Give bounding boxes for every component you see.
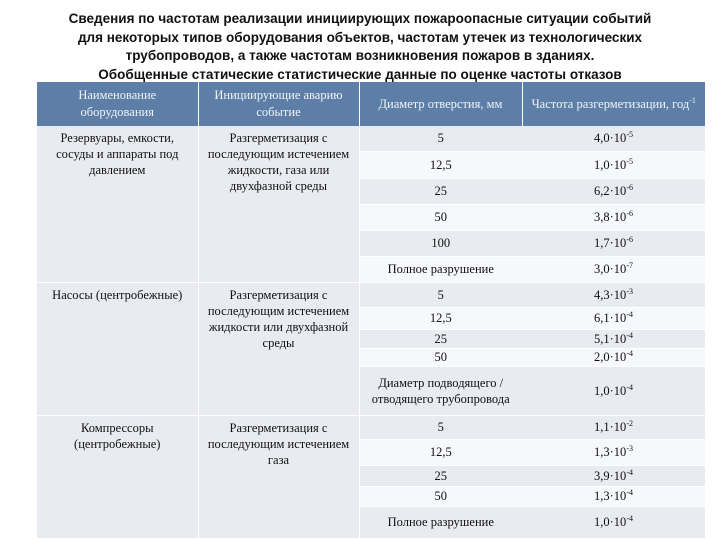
failure-frequency-table: [37, 82, 705, 539]
diameter-cell: 25: [359, 465, 522, 486]
frequency-cell: [522, 126, 705, 151]
multiply-sign: ·10: [609, 468, 627, 483]
frequency-cell: [522, 465, 705, 486]
frequency-mantissa: 3,9: [594, 468, 610, 483]
header-initiating-event: Инициирующие аварию событие: [198, 82, 359, 126]
title-line: для некоторых типов оборудования объектов, частотам утечек из технологических: [77, 29, 643, 45]
title-line: трубопроводов, а также частотам возникновения пожаров в зданиях.: [125, 48, 595, 63]
multiply-sign: ·10: [609, 489, 627, 503]
frequency-exponent: -4: [626, 467, 633, 477]
diameter-cell: 5: [359, 282, 522, 307]
multiply-sign: ·10: [609, 445, 627, 459]
frequency-mantissa: 3,8: [594, 210, 610, 224]
frequency-mantissa: 4,0: [594, 131, 610, 146]
diameter-cell: 50: [359, 348, 522, 366]
frequency-cell: [522, 329, 705, 348]
frequency-mantissa: 6,2: [594, 184, 610, 198]
multiply-sign: ·10: [609, 331, 627, 346]
table-row: [37, 415, 705, 439]
frequency-mantissa: 6,1: [594, 311, 610, 325]
frequency-mantissa: 3,0: [594, 262, 610, 276]
header-equipment: Наименование оборудования: [37, 82, 198, 126]
multiply-sign: ·10: [609, 210, 627, 224]
multiply-sign: ·10: [609, 311, 627, 325]
frequency-exponent: -6: [626, 234, 633, 244]
diameter-cell: 25: [359, 329, 522, 348]
table-row: [37, 126, 705, 151]
frequency-exponent: -5: [626, 156, 633, 166]
frequency-cell: [522, 151, 705, 178]
multiply-sign: ·10: [609, 350, 627, 364]
frequency-mantissa: 1,3: [594, 445, 610, 459]
header-frequency-exponent: -1: [689, 95, 696, 105]
frequency-exponent: -3: [626, 443, 633, 453]
frequency-exponent: -7: [626, 260, 633, 270]
frequency-exponent: -4: [626, 487, 633, 497]
diameter-cell: 12,5: [359, 307, 522, 329]
frequency-cell: [522, 439, 705, 465]
frequency-cell: [522, 506, 705, 538]
multiply-sign: ·10: [609, 515, 627, 529]
diameter-cell: Полное разрушение: [359, 256, 522, 282]
diameter-cell: 12,5: [359, 439, 522, 465]
frequency-exponent: -4: [626, 330, 633, 340]
diameter-cell: 5: [359, 415, 522, 439]
frequency-cell: [522, 415, 705, 439]
frequency-mantissa: 1,3: [594, 489, 610, 503]
frequency-cell: [522, 230, 705, 256]
frequency-cell: [522, 366, 705, 415]
equipment-cell: Резервуары, емкости, сосуды и аппараты под давлением: [37, 126, 198, 282]
frequency-cell: [522, 178, 705, 204]
header-frequency-label: Частота разгерметизации, год: [531, 96, 690, 111]
diameter-cell: Диаметр подводящего / отводящего трубопровода: [359, 366, 522, 415]
frequency-mantissa: 1,0: [594, 515, 610, 529]
initiating-event-cell: Разгерметизация с последующим истечением жидкости или двухфазной среды: [198, 282, 359, 415]
frequency-cell: [522, 348, 705, 366]
diameter-cell: Полное разрушение: [359, 506, 522, 538]
initiating-event-cell: Разгерметизация с последующим истечением жидкости, газа или двухфазной среды: [198, 126, 359, 282]
multiply-sign: ·10: [609, 287, 627, 302]
frequency-mantissa: 1,1: [594, 420, 610, 434]
diameter-cell: 50: [359, 204, 522, 230]
multiply-sign: ·10: [609, 131, 627, 146]
frequency-exponent: -6: [626, 182, 633, 192]
diameter-cell: 12,5: [359, 151, 522, 178]
multiply-sign: ·10: [609, 184, 627, 198]
title-line: Обобщенные статические статистические данные по оценке частоты отказов: [98, 66, 622, 82]
frequency-cell: [522, 307, 705, 329]
multiply-sign: ·10: [609, 236, 627, 250]
frequency-mantissa: 1,0: [594, 383, 610, 398]
frequency-cell: [522, 204, 705, 230]
equipment-cell: Насосы (центробежные): [37, 282, 198, 415]
multiply-sign: ·10: [609, 157, 627, 172]
frequency-mantissa: 1,7: [594, 236, 610, 250]
frequency-cell: [522, 486, 705, 506]
initiating-event-cell: Разгерметизация с последующим истечением газа: [198, 415, 359, 538]
frequency-exponent: -4: [626, 348, 633, 358]
equipment-cell: Компрессоры (центробежные): [37, 415, 198, 538]
frequency-exponent: -6: [626, 208, 633, 218]
table-header-row: [37, 82, 705, 126]
frequency-exponent: -5: [626, 130, 633, 140]
multiply-sign: ·10: [609, 420, 627, 434]
diameter-cell: 5: [359, 126, 522, 151]
frequency-exponent: -4: [626, 513, 633, 523]
frequency-mantissa: 1,0: [594, 157, 610, 172]
diameter-cell: 100: [359, 230, 522, 256]
header-hole-diameter: Диаметр отверстия, мм: [359, 82, 522, 126]
table-row: [37, 282, 705, 307]
frequency-mantissa: 5,1: [594, 331, 610, 346]
frequency-cell: [522, 256, 705, 282]
multiply-sign: ·10: [609, 262, 627, 276]
frequency-mantissa: 4,3: [594, 287, 610, 302]
frequency-exponent: -2: [626, 418, 633, 428]
diameter-cell: 50: [359, 486, 522, 506]
title-line: Сведения по частотам реализации инициирующих пожароопасные ситуации событий: [68, 11, 652, 26]
diameter-cell: 25: [359, 178, 522, 204]
frequency-mantissa: 2,0: [594, 350, 610, 364]
frequency-cell: [522, 282, 705, 307]
frequency-exponent: -4: [626, 309, 633, 319]
document-title: [20, 10, 700, 84]
header-frequency: [522, 82, 705, 126]
multiply-sign: ·10: [609, 383, 627, 398]
frequency-exponent: -4: [626, 382, 633, 392]
frequency-exponent: -3: [626, 286, 633, 296]
